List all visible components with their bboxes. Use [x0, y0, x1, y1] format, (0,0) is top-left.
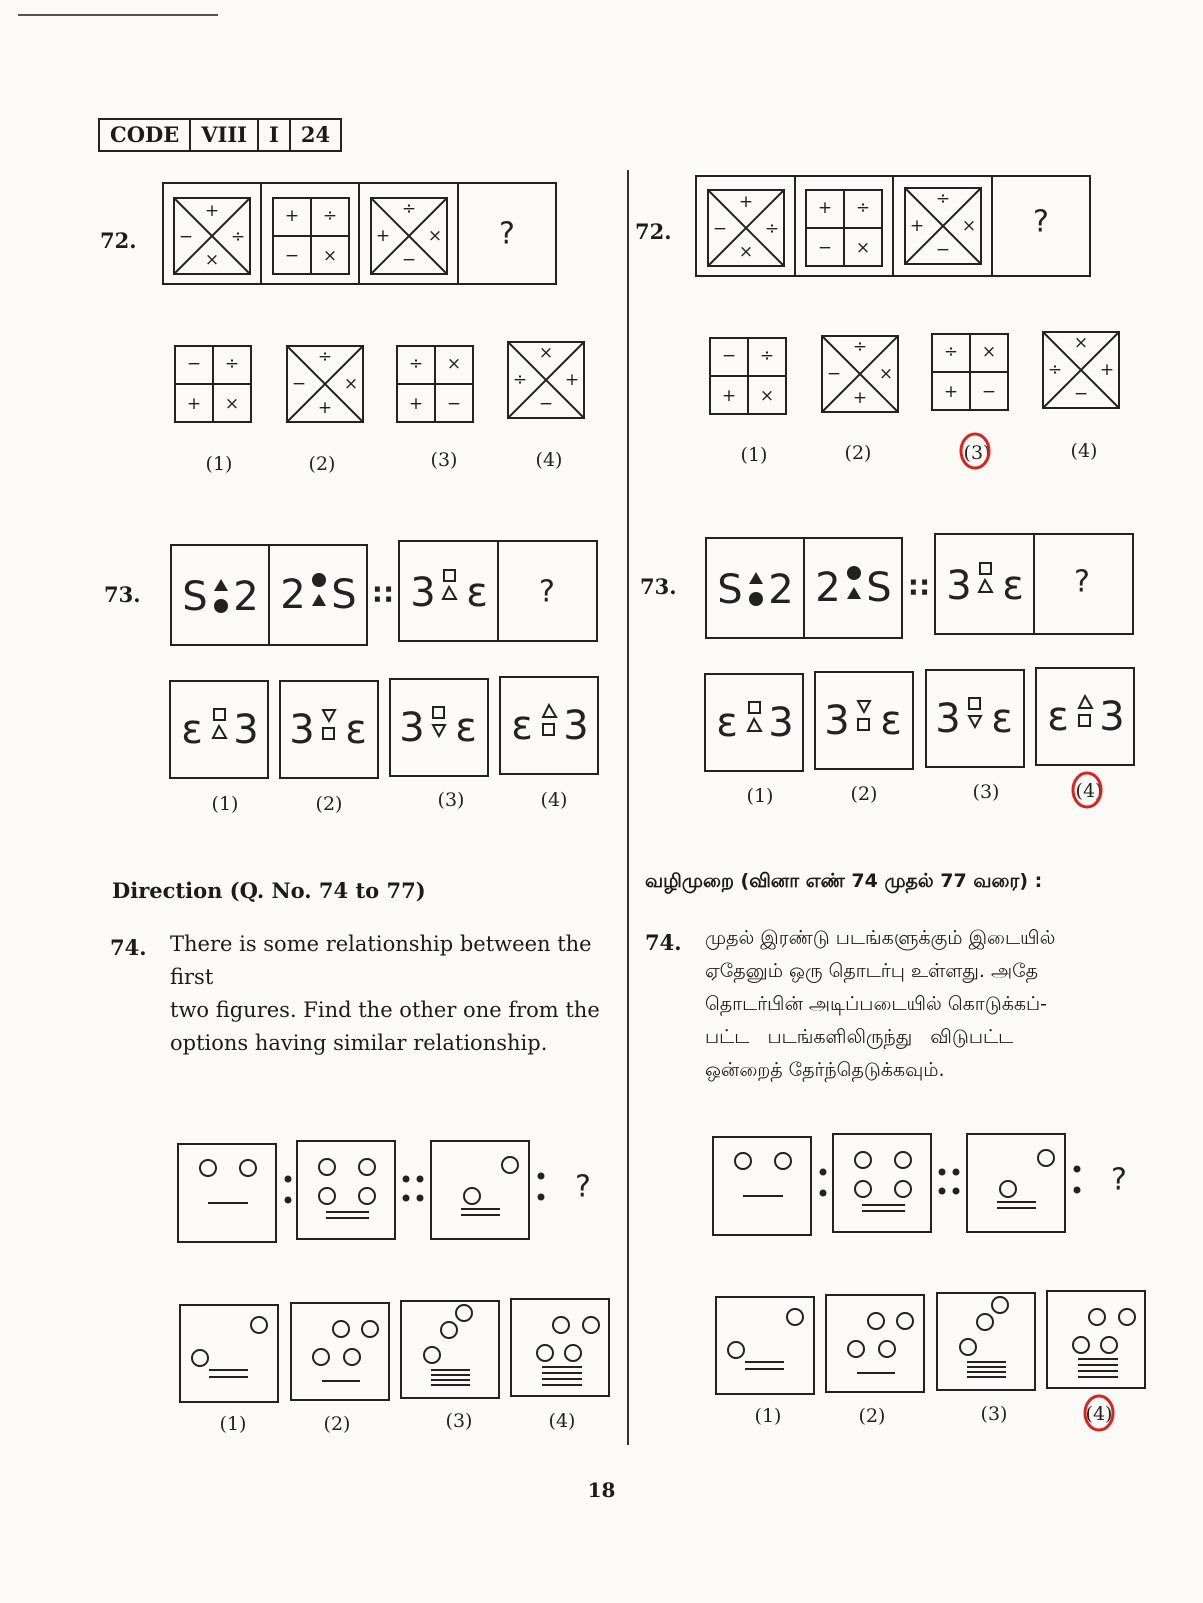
svg-text:−: −: [712, 219, 728, 239]
svg-text:+: +: [909, 216, 925, 236]
svg-text:−: −: [446, 394, 462, 414]
svg-text:−: −: [826, 364, 842, 384]
question-number: 73.: [104, 582, 141, 607]
svg-text:+: +: [738, 192, 754, 212]
option-label: (3): [445, 1410, 473, 1432]
svg-text:−: −: [538, 394, 554, 414]
question-number: 72.: [635, 219, 672, 244]
question-mark: ?: [539, 574, 555, 610]
svg-text:ε: ε: [1047, 694, 1069, 740]
option-label: (2): [315, 793, 343, 815]
svg-text:ε: ε: [455, 705, 477, 751]
q74-text: [170, 928, 625, 1060]
text-line: two figures. Find the other one from the: [170, 998, 600, 1022]
svg-text:÷: ÷: [322, 206, 338, 226]
svg-text:ε: ε: [1002, 563, 1024, 609]
text-line: பட்ட படங்களிலிருந்து விடுபட்ட: [705, 1026, 1014, 1048]
text-line: தொடர்பின் அடிப்படையில் கொடுக்கப்-: [705, 993, 1047, 1015]
svg-text:+: +: [317, 398, 333, 418]
question-number: 74.: [645, 930, 682, 955]
svg-text:2: 2: [768, 567, 794, 613]
option-label: (1): [219, 1413, 247, 1435]
option-label: (3): [980, 1403, 1008, 1425]
option-label: (2): [308, 453, 336, 475]
svg-text:×: ×: [981, 342, 997, 362]
svg-text:+: +: [564, 370, 580, 390]
svg-text:S: S: [182, 574, 208, 620]
question-mark: ?: [575, 1169, 591, 1205]
svg-text:÷: ÷: [852, 337, 868, 357]
svg-text:S: S: [331, 572, 357, 618]
svg-text:ε: ε: [345, 707, 367, 753]
svg-text:÷: ÷: [230, 227, 246, 247]
option-label: (1): [211, 793, 239, 815]
svg-text:÷: ÷: [855, 198, 871, 218]
question-number: 73.: [640, 574, 677, 599]
option-label: (1): [205, 453, 233, 475]
svg-text:ε: ε: [880, 698, 902, 744]
question-mark: ?: [499, 216, 515, 252]
option-label: (2): [844, 442, 872, 464]
option-label: (1): [746, 785, 774, 807]
svg-text:÷: ÷: [512, 370, 528, 390]
svg-text:ε: ε: [991, 696, 1013, 742]
q74-text-tamil: [705, 922, 1165, 1087]
svg-text:2: 2: [233, 574, 259, 620]
svg-text:÷: ÷: [1047, 360, 1063, 380]
code-label: CODE: [100, 120, 191, 150]
question-number: 74.: [110, 935, 147, 960]
svg-text:S: S: [866, 565, 892, 611]
option-label: (2): [858, 1405, 886, 1427]
svg-text:×: ×: [961, 216, 977, 236]
svg-text:3: 3: [935, 696, 961, 742]
svg-text:−: −: [981, 382, 997, 402]
option-label: (3): [972, 781, 1000, 803]
svg-text:×: ×: [427, 226, 443, 246]
svg-text:+: +: [284, 206, 300, 226]
svg-text:2: 2: [280, 572, 306, 618]
svg-text:3: 3: [563, 703, 589, 749]
question-mark: ?: [1111, 1162, 1127, 1198]
svg-text:3: 3: [233, 707, 259, 753]
question-number: 72.: [100, 228, 137, 253]
svg-text:−: −: [186, 354, 202, 374]
text-line: options having similar relationship.: [170, 1031, 548, 1055]
svg-text:+: +: [204, 201, 220, 221]
svg-text:ε: ε: [181, 707, 203, 753]
svg-text:+: +: [817, 198, 833, 218]
code-part: 24: [300, 122, 331, 147]
svg-text:+: +: [375, 226, 391, 246]
svg-text:+: +: [852, 388, 868, 408]
svg-text:+: +: [943, 382, 959, 402]
svg-text:÷: ÷: [401, 199, 417, 219]
option-label: (3): [437, 789, 465, 811]
page-number: 18: [587, 1478, 616, 1502]
svg-text:ε: ε: [466, 570, 488, 616]
svg-text:3: 3: [946, 563, 972, 609]
svg-text:÷: ÷: [408, 354, 424, 374]
question-mark: ?: [1074, 564, 1090, 600]
column-divider: [627, 170, 629, 1445]
analogy-separator: ::: [907, 568, 931, 602]
svg-text:×: ×: [538, 343, 554, 363]
svg-text:−: −: [935, 240, 951, 260]
svg-text:+: +: [721, 386, 737, 406]
svg-text:3: 3: [399, 705, 425, 751]
text-line: ஒன்றைத் தேர்ந்தெடுக்கவும்.: [705, 1059, 945, 1081]
option-label: (3): [430, 449, 458, 471]
svg-text:−: −: [284, 246, 300, 266]
top-rule: [18, 14, 218, 16]
svg-text:×: ×: [446, 354, 462, 374]
svg-text:2: 2: [815, 565, 841, 611]
svg-text:3: 3: [824, 698, 850, 744]
svg-text:÷: ÷: [224, 354, 240, 374]
question-mark: ?: [1033, 204, 1049, 240]
svg-text:−: −: [291, 374, 307, 394]
option-label: (2): [850, 783, 878, 805]
analogy-separator: ::: [371, 575, 395, 609]
svg-text:×: ×: [322, 246, 338, 266]
option-label: (3): [963, 442, 991, 464]
text-line: ஏதேனும் ஒரு தொடர்பு உள்ளது. அதே: [705, 960, 1038, 982]
option-label: (4): [1075, 780, 1103, 802]
svg-text:×: ×: [224, 394, 240, 414]
svg-text:3: 3: [410, 570, 436, 616]
svg-text:ε: ε: [716, 700, 738, 746]
svg-text:3: 3: [1099, 694, 1125, 740]
svg-text:×: ×: [343, 374, 359, 394]
svg-text:3: 3: [768, 700, 794, 746]
option-label: (2): [323, 1413, 351, 1435]
option-label: (4): [1070, 440, 1098, 462]
svg-text:−: −: [401, 250, 417, 270]
option-label: (4): [1085, 1403, 1113, 1425]
option-label: (1): [740, 444, 768, 466]
code-part: I: [259, 120, 291, 150]
direction-heading-tamil: வழிமுறை (வினா எண் 74 முதல் 77 வரை) :: [645, 870, 1043, 892]
svg-text:−: −: [178, 227, 194, 247]
svg-text:−: −: [721, 346, 737, 366]
svg-text:×: ×: [204, 250, 220, 270]
svg-text:÷: ÷: [764, 219, 780, 239]
svg-text:S: S: [717, 567, 743, 613]
code-box: [98, 118, 342, 152]
svg-text:÷: ÷: [317, 347, 333, 367]
svg-text:÷: ÷: [943, 342, 959, 362]
svg-text:ε: ε: [511, 703, 533, 749]
svg-text:−: −: [1073, 384, 1089, 404]
svg-text:×: ×: [878, 364, 894, 384]
option-label: (4): [535, 449, 563, 471]
svg-text:+: +: [1099, 360, 1115, 380]
svg-text:×: ×: [855, 238, 871, 258]
svg-text:3: 3: [289, 707, 315, 753]
svg-text:+: +: [408, 394, 424, 414]
svg-text:÷: ÷: [935, 189, 951, 209]
option-label: (1): [754, 1405, 782, 1427]
option-label: (4): [540, 789, 568, 811]
svg-text:×: ×: [738, 242, 754, 262]
svg-text:÷: ÷: [759, 346, 775, 366]
option-label: (4): [548, 1410, 576, 1432]
text-line: முதல் இரண்டு படங்களுக்கும் இடையில்: [705, 927, 1056, 949]
direction-heading: Direction (Q. No. 74 to 77): [112, 878, 426, 903]
svg-text:×: ×: [1073, 333, 1089, 353]
text-line: There is some relationship between the first: [170, 932, 592, 989]
code-part: VIII: [191, 120, 259, 150]
svg-text:−: −: [817, 238, 833, 258]
svg-text:+: +: [186, 394, 202, 414]
svg-text:×: ×: [759, 386, 775, 406]
